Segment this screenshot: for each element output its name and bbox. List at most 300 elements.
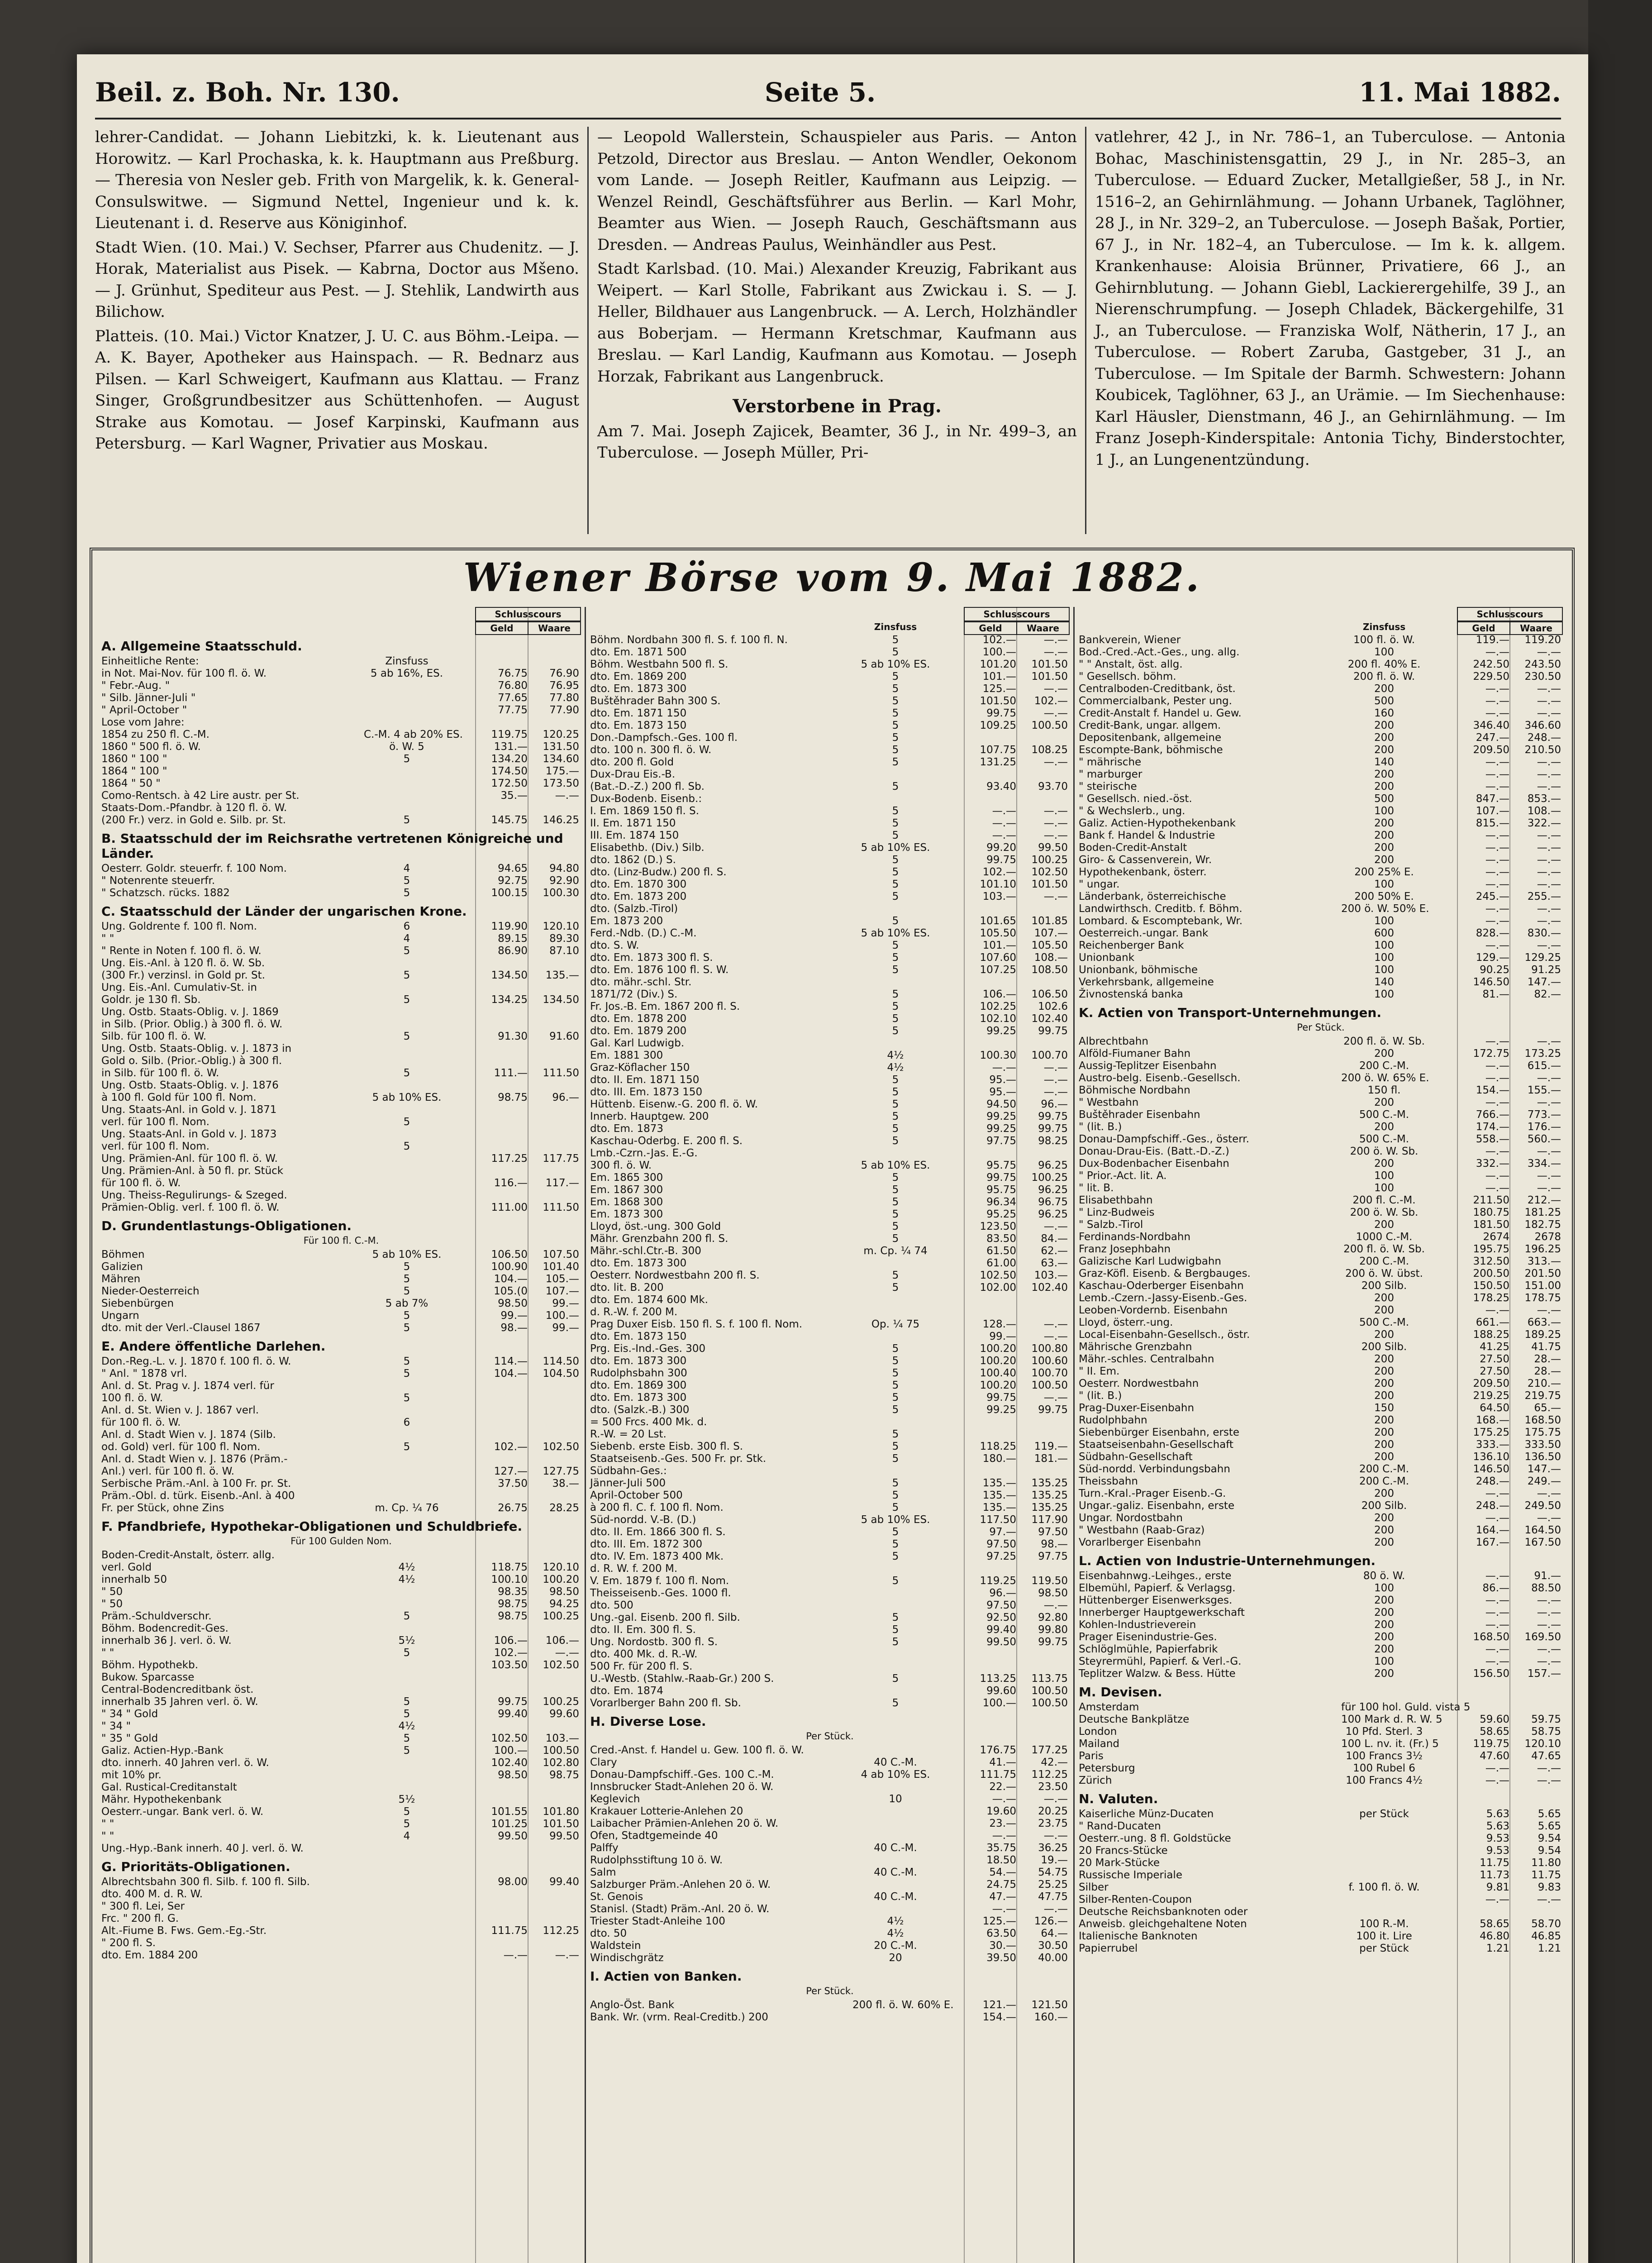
- security-terms: 200: [1374, 1668, 1394, 1680]
- security-terms: 5: [403, 1441, 410, 1453]
- security-terms: 100: [1374, 646, 1394, 658]
- security-row: [1079, 1943, 1563, 1955]
- waare-price: 112.25: [1031, 1769, 1068, 1781]
- security-terms: 20 C.-M.: [874, 1940, 917, 1952]
- security-name: Petersburg: [1079, 1762, 1135, 1774]
- security-terms: 6: [403, 921, 410, 932]
- exchange-column-c: [1079, 607, 1563, 2263]
- waare-price: 120.10: [543, 921, 579, 932]
- security-name: (300 Fr.) verzinsl. in Gold pr. St.: [101, 969, 265, 981]
- waare-price: 146.25: [543, 814, 579, 826]
- security-row: [590, 1673, 1070, 1685]
- security-terms: 5: [892, 1502, 899, 1513]
- security-terms: 5: [892, 1428, 899, 1440]
- security-row: [590, 1842, 1070, 1854]
- security-name: Galiz. Actien-Hypothekenbank: [1079, 817, 1236, 829]
- security-name: Innerb. Hauptgew. 200: [590, 1111, 709, 1122]
- column-rule: [585, 607, 586, 2263]
- security-name: Austro-belg. Eisenb.-Gesellsch.: [1079, 1072, 1241, 1084]
- security-row: [101, 1561, 581, 1574]
- security-name: Kaschau-Oderberger Eisenbahn: [1079, 1280, 1244, 1292]
- security-name: Kaschau-Oderbg. E. 200 fl. S.: [590, 1135, 743, 1147]
- waare-price: 102.50: [543, 1659, 579, 1671]
- security-row: [1079, 1500, 1563, 1512]
- security-terms: 100: [1374, 1582, 1394, 1594]
- waare-price: 100.70: [1031, 1050, 1068, 1061]
- security-terms: 5: [892, 671, 899, 683]
- security-terms: 5: [892, 634, 899, 646]
- geld-price: 229.50: [1473, 671, 1509, 683]
- geld-price: 131.—: [494, 741, 528, 753]
- security-name: dto. Em. 1876 100 fl. S. W.: [590, 964, 729, 976]
- security-terms: 200 Silb.: [1361, 1341, 1407, 1353]
- security-row: [101, 1549, 581, 1561]
- geld-price: —.—: [1485, 1512, 1509, 1524]
- waare-price: —.—: [1537, 830, 1561, 841]
- geld-price: 83.50: [986, 1233, 1016, 1245]
- security-row: [590, 1551, 1070, 1563]
- security-row: [101, 1794, 581, 1806]
- security-terms: 100: [1374, 1170, 1394, 1182]
- waare-price: 104.50: [543, 1368, 579, 1380]
- security-terms: 200 fl. ö. W. Sb.: [1343, 1036, 1425, 1047]
- security-name: = 500 Frcs. 400 Mk. d.: [590, 1416, 707, 1428]
- security-name: " Rente in Noten f. 100 fl. ö. W.: [101, 945, 262, 957]
- waare-price: 181.—: [1034, 1453, 1068, 1465]
- security-name: Ung. Staats-Anl. in Gold v. J. 1871: [101, 1104, 277, 1116]
- security-terms: 200: [1374, 1304, 1394, 1316]
- security-row: [101, 1937, 581, 1949]
- geld-price: 76.75: [498, 668, 528, 679]
- waare-price: —.—: [1537, 1607, 1561, 1618]
- security-row: [1079, 866, 1563, 878]
- security-name: Böhmen: [101, 1249, 145, 1260]
- security-name: Stanisl. (Stadt) Präm.-Anl. 20 ö. W.: [590, 1903, 770, 1915]
- waare-price: 36.25: [1038, 1842, 1068, 1854]
- security-name: Dux-Bodenb. Eisenb.:: [590, 793, 702, 805]
- waare-price: 101.50: [1031, 878, 1068, 890]
- security-name: " II. Em.: [1079, 1365, 1120, 1377]
- security-name: Anl. d. Stadt Wien v. J. 1876 (Präm.-: [101, 1453, 288, 1465]
- geld-price: 99.75: [986, 1172, 1016, 1184]
- security-terms: 200: [1374, 1643, 1394, 1655]
- news-paragraph: Am 7. Mai. Joseph Zajicek, Beamter, 36 J., in Nr. 499–3, an Tuberculose. — Joseph Müller, Pri-: [597, 422, 1077, 462]
- waare-price: —.—: [1537, 866, 1561, 878]
- security-terms: 5: [892, 1575, 899, 1587]
- security-name: Paris: [1079, 1750, 1104, 1762]
- security-name: Siebenb. erste Eisb. 300 fl. S.: [590, 1441, 743, 1452]
- security-terms: 5: [403, 1392, 410, 1404]
- security-terms: 5: [892, 1123, 899, 1135]
- security-name: Staats-Dom.-Pfandbr. à 120 fl. ö. W.: [101, 802, 287, 814]
- security-terms: 4½: [887, 1915, 904, 1927]
- geld-price: 247.—: [1476, 732, 1509, 744]
- waare-price: —.—: [1537, 781, 1561, 793]
- security-terms: 5: [403, 1273, 410, 1285]
- security-row: [590, 1867, 1070, 1879]
- geld-price: 99.25: [986, 1123, 1016, 1135]
- security-name: Serbische Präm.-Anl. à 100 Fr. pr. St.: [101, 1478, 291, 1490]
- security-terms: 200: [1374, 1524, 1394, 1536]
- security-name: Eisenbahnwg.-Leihges., erste: [1079, 1570, 1232, 1582]
- waare-price: 28.—: [1534, 1353, 1561, 1365]
- waare-price: 97.50: [1038, 1526, 1068, 1538]
- waare-price: 177.25: [1031, 1744, 1068, 1756]
- security-terms: 5: [403, 887, 410, 899]
- security-terms: 5: [892, 1135, 899, 1147]
- waare-price: 120.10: [543, 1561, 579, 1573]
- geld-price: 93.40: [986, 781, 1016, 793]
- geld-price: 312.50: [1473, 1256, 1509, 1267]
- security-name: verl. für 100 fl. Nom.: [101, 1116, 209, 1128]
- security-name: Bankverein, Wiener: [1079, 634, 1181, 646]
- security-name: innerhalb 36 J. verl. ö. W.: [101, 1635, 232, 1647]
- security-terms: 4: [403, 933, 410, 945]
- security-terms: 5 ab 10% ES.: [861, 1514, 930, 1526]
- security-terms: 5: [892, 830, 899, 841]
- security-name: Ung. Eis.-Anl. Cumulativ-St. in: [101, 982, 257, 993]
- column-rule: [1073, 607, 1075, 2263]
- security-name: Unionbank, böhmische: [1079, 964, 1198, 976]
- geld-price: 27.50: [1480, 1353, 1509, 1365]
- geld-price: —.—: [1485, 781, 1509, 793]
- security-name: Oesterr. Nordwestbahn: [1079, 1378, 1199, 1389]
- security-name: Depositenbank, allgemeine: [1079, 732, 1222, 744]
- waare-price: 77.80: [549, 692, 579, 704]
- waare-price: 101.80: [543, 1806, 579, 1818]
- security-terms: 200 C.-M.: [1359, 1060, 1409, 1072]
- security-row: [1079, 1845, 1563, 1857]
- security-row: [101, 1202, 581, 1214]
- waare-price: 100.20: [543, 1574, 579, 1585]
- geld-price: 101.50: [980, 695, 1016, 707]
- security-row: [1079, 1607, 1563, 1619]
- security-name: Schlöglmühle, Papierfabrik: [1079, 1643, 1218, 1655]
- waare-price: 11.75: [1531, 1869, 1561, 1881]
- waare-price: —.—: [1537, 1512, 1561, 1524]
- waare-price: 134.60: [543, 753, 579, 765]
- security-row: [1079, 1121, 1563, 1133]
- security-terms: 5: [892, 1551, 899, 1562]
- security-name: Ung.-Hyp.-Bank innerh. 40 J. verl. ö. W.: [101, 1843, 304, 1854]
- geld-price: 209.50: [1473, 744, 1509, 756]
- security-row: [590, 659, 1070, 671]
- security-name: Rudolphsstiftung 10 ö. W.: [590, 1854, 723, 1866]
- geld-price: 99.60: [986, 1685, 1016, 1697]
- geld-price: 61.00: [986, 1257, 1016, 1269]
- security-row: [101, 969, 581, 982]
- geld-price: 146.50: [1473, 976, 1509, 988]
- geld-price: 117.50: [980, 1514, 1016, 1526]
- security-name: dto. 400 M. d. R. W.: [101, 1888, 203, 1900]
- waare-price: —.—: [555, 790, 579, 802]
- geld-price: 100.—: [982, 1697, 1016, 1709]
- security-terms: 200: [1374, 1595, 1394, 1606]
- security-name: Oesterr.-ung. 8 fl. Goldstücke: [1079, 1833, 1231, 1844]
- waare-price: 120.10: [1524, 1738, 1561, 1750]
- security-name: " Westbahn: [1079, 1097, 1139, 1108]
- security-name: 100 fl. ö. W.: [101, 1392, 163, 1404]
- security-name: Donau-Drau-Eis. (Batt.-D.-Z.): [1079, 1146, 1229, 1157]
- security-terms: 5: [892, 1282, 899, 1294]
- waare-label: Waare: [528, 622, 580, 634]
- security-terms: 5: [403, 994, 410, 1006]
- geld-price: 104.—: [494, 1273, 528, 1285]
- security-name: Bank f. Handel & Industrie: [1079, 830, 1215, 841]
- geld-price: 102.50: [491, 1733, 528, 1744]
- section-subheading: Für 100 Gulden Nom.: [290, 1536, 392, 1547]
- security-terms: 5: [892, 1098, 899, 1110]
- waare-price: 164.50: [1524, 1524, 1561, 1536]
- waare-price: —.—: [1537, 1595, 1561, 1606]
- geld-price: 111.75: [980, 1769, 1016, 1781]
- security-terms: 100: [1374, 915, 1394, 927]
- waare-price: 107.—: [1034, 927, 1068, 939]
- security-name: Oesterr.-ungar. Bank verl. ö. W.: [101, 1806, 264, 1818]
- security-row: [590, 1587, 1070, 1599]
- geld-price: 107.25: [980, 964, 1016, 976]
- security-terms: 200 Silb.: [1361, 1280, 1407, 1292]
- security-row: [101, 1043, 581, 1055]
- security-name: Keglevich: [590, 1793, 640, 1805]
- waare-price: 9.54: [1538, 1845, 1561, 1857]
- security-terms: 5: [892, 1074, 899, 1086]
- security-terms: 200 fl. ö. W. Sb.: [1343, 1243, 1425, 1255]
- waare-price: 101.50: [543, 1818, 579, 1830]
- security-row: [590, 1793, 1070, 1805]
- security-name: Bod.-Cred.-Act.-Ges., ung. allg.: [1079, 646, 1240, 658]
- geld-price: 131.25: [980, 756, 1016, 768]
- security-row: [1079, 915, 1563, 927]
- exchange-column-b: [590, 607, 1070, 2263]
- waare-price: 2678: [1534, 1231, 1561, 1243]
- waare-price: —.—: [1537, 707, 1561, 719]
- security-name: Triester Stadt-Anleihe 100: [590, 1915, 725, 1927]
- security-row: [1079, 1170, 1563, 1182]
- security-name: " Linz-Budweis: [1079, 1207, 1155, 1218]
- security-row: [1079, 744, 1563, 756]
- security-row: [590, 1477, 1070, 1490]
- waare-price: 99.50: [1038, 842, 1068, 854]
- security-terms: 5: [892, 1673, 899, 1685]
- security-terms: m. Cp. ¼ 76: [375, 1502, 439, 1514]
- security-name: Franz Josephbahn: [1079, 1243, 1171, 1255]
- waare-price: —.—: [1537, 878, 1561, 890]
- security-terms: 5: [892, 1697, 899, 1709]
- geld-price: —.—: [992, 817, 1016, 829]
- security-row: [1079, 1488, 1563, 1500]
- security-name: Silb. für 100 fl. ö. W.: [101, 1031, 207, 1042]
- security-row: [1079, 1048, 1563, 1060]
- waare-price: 91.25: [1531, 964, 1561, 976]
- geld-price: 99.40: [498, 1708, 528, 1720]
- security-name: 20 Mark-Stücke: [1079, 1857, 1160, 1869]
- security-name: Ung. Nordostb. 300 fl. S.: [590, 1636, 718, 1648]
- waare-price: 135.25: [1031, 1477, 1068, 1489]
- geld-price: 118.75: [491, 1561, 528, 1573]
- geld-price: 96.34: [986, 1196, 1016, 1208]
- security-terms: 100: [1374, 964, 1394, 976]
- security-name: od. Gold) verl. für 100 fl. Nom.: [101, 1441, 261, 1453]
- security-terms: 200: [1374, 769, 1394, 780]
- security-name: Galiz. Actien-Hyp.-Bank: [101, 1745, 224, 1757]
- security-terms: 1000 C.-M.: [1356, 1231, 1413, 1243]
- waare-price: 334.—: [1527, 1158, 1561, 1170]
- waare-price: 105.—: [545, 1273, 579, 1285]
- waare-price: —.—: [1537, 1304, 1561, 1316]
- security-row: [590, 1318, 1070, 1331]
- security-row: [590, 964, 1070, 976]
- waare-price: 169.50: [1524, 1631, 1561, 1643]
- geld-price: —.—: [1485, 1894, 1509, 1905]
- security-name: Lombard. & Escomptebank, Wr.: [1079, 915, 1243, 927]
- waare-price: —.—: [1043, 817, 1068, 829]
- security-row: [590, 683, 1070, 695]
- security-terms: 5 ab 10% ES.: [861, 1160, 930, 1171]
- geld-price: 109.25: [980, 720, 1016, 731]
- security-row: [101, 957, 581, 969]
- waare-price: 663.—: [1527, 1317, 1561, 1328]
- security-name: dto. innerh. 40 Jahren verl. ö. W.: [101, 1757, 269, 1769]
- security-row: [101, 1647, 581, 1659]
- geld-price: 97.25: [986, 1551, 1016, 1562]
- security-row: [590, 1270, 1070, 1282]
- supplement-label: Beil. z. Boh. Nr. 130.: [95, 77, 400, 108]
- security-name: innerhalb 50: [101, 1574, 167, 1585]
- security-row: [590, 1050, 1070, 1062]
- geld-price: —.—: [992, 1903, 1016, 1915]
- waare-price: 96.25: [1038, 1184, 1068, 1196]
- section-heading: I. Actien von Banken.: [590, 1969, 742, 1984]
- security-name: dto. (Salzb.-Tirol): [590, 903, 678, 915]
- security-terms: 5: [892, 1392, 899, 1404]
- security-terms: 200 fl. 40% E.: [1347, 659, 1421, 670]
- security-row: [590, 1915, 1070, 1928]
- security-terms: 200: [1374, 854, 1394, 866]
- security-terms: 10: [889, 1793, 902, 1805]
- security-row: [590, 769, 1070, 781]
- security-name: Donau-Dampfschiff.-Ges., österr.: [1079, 1133, 1249, 1145]
- geld-price: 92.50: [986, 1612, 1016, 1623]
- security-row: [101, 1189, 581, 1202]
- security-name: Alt.-Fiume B. Fws. Gem.-Eg.-Str.: [101, 1925, 267, 1937]
- security-row: [101, 1818, 581, 1830]
- security-terms: 5 ab 10% ES.: [372, 1092, 442, 1103]
- security-terms: 5: [892, 1380, 899, 1391]
- security-terms: 40 C.-M.: [874, 1867, 917, 1878]
- security-row: [101, 863, 581, 875]
- geld-price: —.—: [1485, 1097, 1509, 1108]
- waare-price: 5.65: [1538, 1808, 1561, 1820]
- waare-price: 175.75: [1524, 1427, 1561, 1438]
- security-terms: 5: [892, 964, 899, 976]
- security-terms: 5: [892, 720, 899, 731]
- security-terms: 100 Francs 4½: [1346, 1775, 1423, 1786]
- security-row: [590, 1490, 1070, 1502]
- security-name: dto. 400 Mk. d. R.-W.: [590, 1648, 698, 1660]
- geld-price: 107.60: [980, 952, 1016, 964]
- security-terms: 5: [892, 1636, 899, 1648]
- security-terms: 5: [892, 1453, 899, 1465]
- security-row: [1079, 720, 1563, 732]
- security-name: Hüttenb. Eisenw.-G. 200 fl. ö. W.: [590, 1098, 758, 1110]
- geld-price: 100.20: [980, 1355, 1016, 1367]
- geld-price: 22.—: [989, 1781, 1016, 1793]
- waare-price: 100.25: [1031, 1172, 1068, 1184]
- security-row: [590, 1769, 1070, 1781]
- geld-price: 26.75: [498, 1502, 528, 1514]
- security-name: " Gesellsch. böhm.: [1079, 671, 1176, 683]
- security-terms: 200: [1374, 1537, 1394, 1548]
- waare-price: 102.40: [1031, 1013, 1068, 1025]
- security-terms: 200 fl. C.-M.: [1352, 1194, 1416, 1206]
- security-row: [101, 1888, 581, 1900]
- geld-price: 24.75: [986, 1879, 1016, 1891]
- geld-price: 99.75: [986, 854, 1016, 866]
- geld-price: 30.—: [989, 1940, 1016, 1952]
- waare-price: 175.—: [545, 765, 579, 777]
- waare-price: 178.75: [1524, 1292, 1561, 1304]
- security-name: dto. Em. 1869 300: [590, 1380, 687, 1391]
- security-name: à 100 fl. Gold für 100 fl. Nom.: [101, 1092, 257, 1103]
- security-terms: 160: [1374, 707, 1394, 719]
- geld-price: 118.25: [980, 1441, 1016, 1452]
- security-row: [1079, 1894, 1563, 1906]
- security-terms: 5: [403, 1310, 410, 1322]
- security-row: [1079, 964, 1563, 976]
- security-terms: 5: [892, 1526, 899, 1538]
- security-name: Lmb.-Czrn.-Jas. E.-G.: [590, 1147, 698, 1159]
- security-name: 1871/72 (Div.) S.: [590, 988, 678, 1000]
- news-column-3: [1095, 127, 1566, 534]
- geld-price: 174.—: [1476, 1121, 1509, 1133]
- geld-price: —.—: [1485, 1036, 1509, 1047]
- waare-price: 23.75: [1038, 1818, 1068, 1829]
- waare-price: 615.—: [1527, 1060, 1561, 1072]
- section-heading: C. Staatsschuld der Länder der ungarischen Krone.: [101, 904, 467, 919]
- security-terms: 500: [1374, 695, 1394, 707]
- security-terms: 200 C.-M.: [1359, 1463, 1409, 1475]
- security-name: Theisseisenb.-Ges. 1000 fl.: [590, 1587, 731, 1599]
- security-row: [590, 1037, 1070, 1050]
- geld-price: 2674: [1483, 1231, 1509, 1243]
- security-terms: 5: [403, 1285, 410, 1297]
- waare-price: 201.50: [1524, 1268, 1561, 1280]
- security-name: " marburger: [1079, 769, 1143, 780]
- security-row: [101, 1806, 581, 1818]
- waare-price: 92.80: [1038, 1612, 1068, 1623]
- security-terms: 200 ö. W. 65% E.: [1341, 1072, 1429, 1084]
- geld-price: 86.90: [498, 945, 528, 957]
- security-row: [1079, 1475, 1563, 1488]
- security-row: [1079, 891, 1563, 903]
- security-name: Ungarn: [101, 1310, 139, 1322]
- security-row: [1079, 1109, 1563, 1121]
- security-terms: 5: [403, 1067, 410, 1079]
- security-name: Escompte-Bank, böhmische: [1079, 744, 1223, 756]
- security-row: [1079, 1231, 1563, 1243]
- security-row: [101, 945, 581, 957]
- geld-price: 135.—: [982, 1477, 1016, 1489]
- geld-price: 119.25: [980, 1575, 1016, 1587]
- waare-price: 99.—: [552, 1322, 579, 1334]
- waare-price: 102.50: [543, 1441, 579, 1453]
- geld-price: 178.25: [1473, 1292, 1509, 1304]
- security-row: [101, 704, 581, 716]
- geld-price: 102.50: [980, 1270, 1016, 1281]
- security-row: [590, 1624, 1070, 1636]
- waare-price: 58.75: [1531, 1726, 1561, 1738]
